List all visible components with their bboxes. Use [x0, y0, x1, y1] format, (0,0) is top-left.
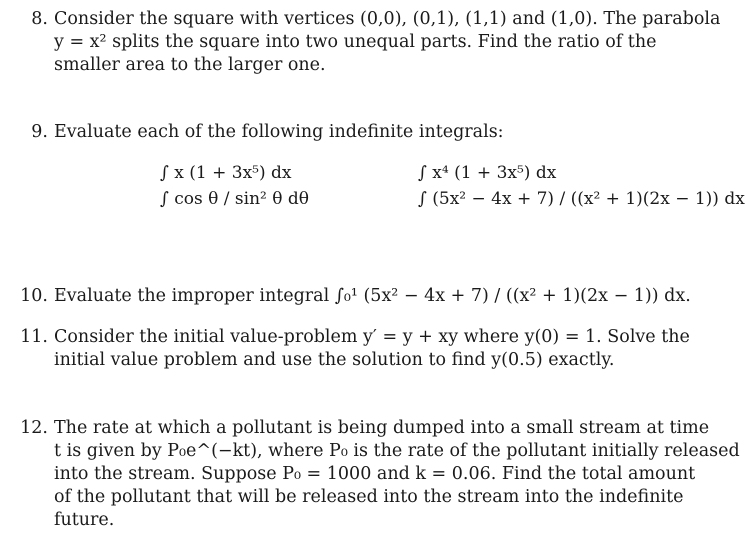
problem-text [54, 285, 694, 308]
integral-a: ∫ x (1 + 3x⁵) dx [160, 163, 292, 183]
problem-number: 8. [31, 9, 48, 29]
problem-line: t is given by P₀e^(−kt), where P₀ is the rate of the pollutant initially released [54, 441, 740, 461]
problem-line: Evaluate the improper integral ∫₀¹ (5x² − 4x + 7) / ((x² + 1)(2x − 1)) dx. [54, 286, 691, 306]
problem-number: 12. [20, 418, 48, 438]
problem-number: 9. [31, 122, 48, 142]
problem-line: Consider the square with vertices (0,0), (0,1), (1,1) and (1,0). The parabola [54, 9, 721, 29]
problem-line: smaller area to the larger one. [54, 55, 326, 75]
problem-line: y = x² splits the square into two unequal parts. Find the ratio of the [54, 32, 657, 52]
problem-line: future. [54, 510, 115, 530]
problem-number: 11. [20, 327, 48, 347]
problem-line: Evaluate each of the following indefinite integrals: [54, 122, 504, 142]
problem-line: Consider the initial value-problem y′ = y + xy where y(0) = 1. Solve the [54, 327, 690, 347]
problem-line: of the pollutant that will be released into the stream into the indefinite [54, 487, 684, 507]
problem-text [54, 8, 721, 77]
integral-d: ∫ (5x² − 4x + 7) / ((x² + 1)(2x − 1)) dx [418, 189, 745, 209]
problem-text [54, 417, 740, 532]
problem-text [54, 121, 694, 144]
integral-b: ∫ x⁴ (1 + 3x⁵) dx [418, 163, 557, 183]
problem-text [54, 326, 694, 372]
problem-line: initial value problem and use the solution to find y(0.5) exactly. [54, 350, 615, 370]
problem-number: 10. [20, 286, 48, 306]
integral-c: ∫ cos θ / sin² θ dθ [160, 189, 309, 209]
problem-line: into the stream. Suppose P₀ = 1000 and k = 0.06. Find the total amount [54, 464, 696, 484]
problem-line: The rate at which a pollutant is being dumped into a small stream at time [54, 418, 710, 438]
